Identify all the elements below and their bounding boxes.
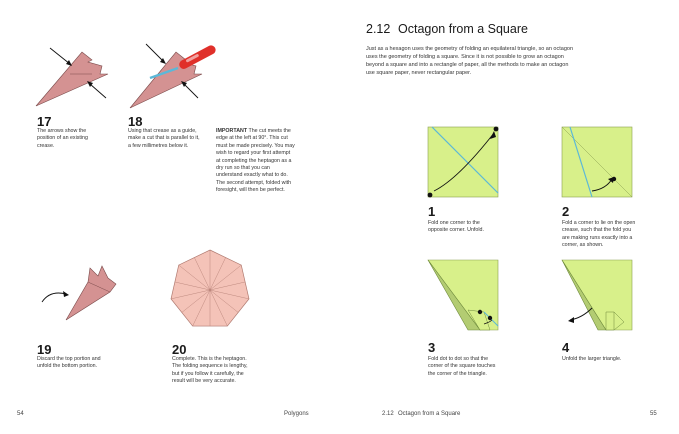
section-intro: Just as a hexagon uses the geometry of folding an equilateral triangle, so an octagon uses the geometry of folding a square. Since it is not possible to grow an octagon beyond a square and into a rectangle of paper, all the methods to make an octagon use square paper, never rectangular paper. (366, 46, 573, 76)
diagram-2 (562, 127, 634, 199)
diagram-20 (168, 242, 252, 338)
section-number: 2.12 (366, 22, 391, 36)
diagram-1 (428, 127, 500, 199)
step-1-caption: Fold one corner to the opposite corner. Unfold. (428, 220, 484, 234)
step-1-number: 1 (428, 204, 436, 219)
step-2-caption: Fold a corner to lie on the open crease, such that the fold you are making runs exactly into a corner, as shown. (562, 220, 636, 249)
step-4-number: 4 (562, 340, 570, 355)
right-running-head-title: Octagon from a Square (398, 411, 461, 417)
important-text: The cut meets the edge at the left at 90°. This cut must be made precisely. You may wish to regard your first attempt at completing the heptagon as a dry run so that you can understand exactly what to do. The second attempt, folded with foresight, will then be perfect. (216, 128, 295, 194)
step-20-caption: Complete. This is the heptagon. The folding sequence is lengthy, but if you follow it carefully, the result will be very accurate. (172, 356, 248, 385)
step-2-number: 2 (562, 204, 570, 219)
right-running-head-number: 2.12 (382, 411, 394, 417)
step-3-caption: Fold dot to dot so that the corner of the square touches the corner of the triangle. (428, 356, 496, 377)
right-page-number: 55 (650, 411, 657, 417)
step-17-caption: The arrows show the position of an existing crease. (37, 128, 88, 149)
diagram-18 (128, 40, 228, 115)
step-3-number: 3 (428, 340, 436, 355)
diagram-17 (30, 44, 120, 114)
left-page-number: 54 (17, 411, 24, 417)
left-running-head: Polygons (284, 411, 309, 417)
step-17-number: 17 (37, 114, 52, 129)
diagram-4 (562, 260, 634, 332)
diagram-19 (36, 262, 126, 332)
important-label: IMPORTANT (216, 128, 248, 134)
step-4-caption: Unfold the larger triangle. (562, 356, 622, 362)
step-19-number: 19 (37, 342, 52, 357)
step-19-caption: Discard the top portion and unfold the bottom portion. (37, 356, 101, 370)
step-18-caption: Using that crease as a guide, make a cut that is parallel to it, a few millimetres below it. (128, 128, 200, 149)
step-20-number: 20 (172, 342, 187, 357)
diagram-3 (428, 260, 500, 332)
section-title: Octagon from a Square (398, 22, 528, 36)
important-note (216, 128, 296, 195)
step-18-number: 18 (128, 114, 143, 129)
